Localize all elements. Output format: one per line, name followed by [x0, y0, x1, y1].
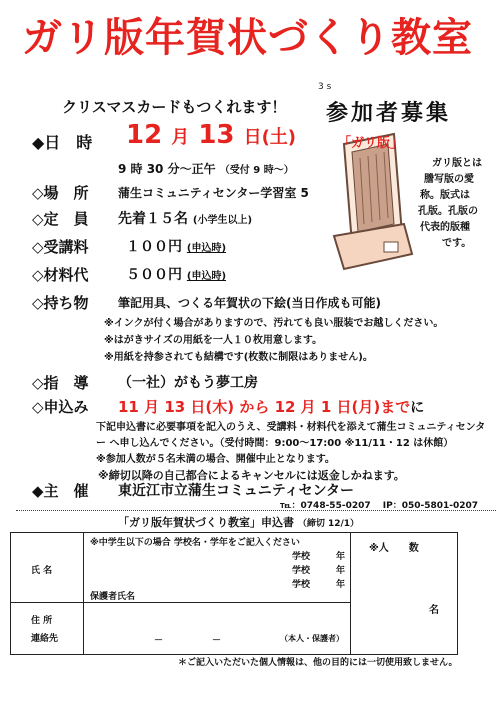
contact-numbers: ℡：0748-55-0207 IP：050-5801-0207	[280, 501, 479, 511]
address-contact-field[interactable]	[84, 603, 351, 655]
date-label: ◆日 時	[32, 133, 93, 152]
items-note-2: ※はがきサイズの用紙を一人１０枚用意します。	[104, 335, 323, 346]
page-title: ガリ版年賀状づくり教室	[22, 15, 473, 61]
guardian-label: 保護者氏名	[90, 592, 136, 602]
date-day: 13	[198, 120, 235, 150]
apply-label: ◇申込み	[32, 398, 89, 416]
material-label: ◇材料代	[32, 266, 89, 284]
items-note-1: ※インクが付く場合がありますので、汚れても良い服装でお越しください。	[104, 318, 444, 329]
date-month-unit: 月	[171, 127, 190, 148]
caption-line-6: です。	[442, 238, 472, 249]
gariban-illustration	[324, 124, 498, 274]
people-label: ※人 数	[369, 543, 419, 554]
people-unit: 名	[429, 605, 439, 616]
apply-note-3: ※参加人数が５名未満の場合、開催中止となります。	[96, 454, 335, 465]
subtitle: クリスマスカードもつくれます！	[62, 98, 287, 116]
apply-note-1: 下記申込書に必要事項を記入のうえ、受講料・材料代を添えて蒲生コミュニティセンタ	[96, 422, 486, 433]
name-label: 氏 名	[31, 566, 53, 576]
name-field[interactable]	[84, 533, 351, 603]
event-time	[118, 160, 294, 177]
caption-line-2: 謄写版の愛	[424, 174, 474, 185]
fee	[126, 236, 226, 256]
form-title-text: 「ガリ版年賀状づくり教室」申込書	[118, 516, 294, 529]
apply-period	[118, 396, 424, 417]
phone-dash-1: －	[154, 636, 164, 646]
caption-line-1: ガリ版とは	[432, 158, 482, 169]
apply-suffix: に	[410, 400, 425, 416]
capacity-label: ◇定 員	[32, 210, 89, 228]
items-note-3: ※用紙を持参されても結構です(枚数に制限はありません)。	[104, 352, 373, 363]
items-value: 筆記用具、つくる年賀状の下絵(当日作成も可能)	[118, 296, 381, 310]
recruit-heading: 参加者募集	[326, 101, 452, 126]
material-value: ５００円	[126, 267, 182, 283]
date-weekday: (土)	[261, 127, 297, 148]
fee-value: １００円	[126, 239, 182, 255]
school-label-1: 学校	[292, 552, 311, 562]
apply-note-2: ー へ申し込んでください。（受付時間：9:00～17:00 ※11/11・12 は休館）	[96, 438, 454, 449]
time-note: （受付 9 時～）	[219, 165, 294, 176]
date-day-unit: 日	[243, 127, 262, 148]
people-field[interactable]	[351, 533, 458, 655]
fee-note: (申込時)	[186, 243, 227, 254]
place-value: 蒲生コミュニティセンター学習室 5	[118, 186, 309, 200]
material-note: (申込時)	[186, 271, 227, 282]
privacy-note: ＊ご記入いただいた個人情報は、他の目的には一切使用致しません。	[178, 658, 458, 668]
items-label: ◇持ち物	[32, 294, 89, 312]
name-label-cell	[11, 533, 84, 603]
date-month: 12	[126, 120, 163, 150]
caption-line-3: 称。版式は	[420, 190, 470, 201]
cut-line	[16, 510, 496, 511]
form-deadline: （締切 12/1）	[297, 519, 360, 529]
host-label: ◆主 催	[32, 482, 89, 500]
capacity-note: (小学生以上)	[192, 215, 253, 226]
child-note: ※中学生以下の場合 学校名・学年をご記入ください	[90, 538, 300, 548]
caption-line-5: 代表的版種	[420, 222, 470, 233]
time-value: 9 時 30 分～正午	[118, 162, 216, 176]
application-form	[10, 532, 458, 655]
phone-dash-2: －	[212, 636, 222, 646]
fee-label: ◇受講料	[32, 238, 89, 256]
material	[126, 264, 226, 284]
capacity	[118, 208, 252, 228]
host-value: 東近江市立蒲生コミュニティセンター	[118, 483, 355, 499]
school-label-2: 学校	[292, 566, 311, 576]
contact-label: 連絡先	[31, 634, 59, 644]
cancel-note: ※締切以降の自己都合によるキャンセルには返金しかねます。	[98, 469, 405, 482]
instructor-value: （一社）がもう夢工房	[118, 375, 258, 391]
grade-label-3: 年	[336, 580, 346, 590]
title-number: 3 s	[318, 82, 332, 92]
contact-note: （本人・保護者）	[280, 634, 344, 643]
apply-value: 11 月 13 日(木) から 12 月 1 日(月)まで	[118, 398, 411, 416]
grade-label-1: 年	[336, 552, 346, 562]
school-label-3: 学校	[292, 580, 311, 590]
instructor-label: ◇指 導	[32, 374, 89, 392]
form-title	[118, 514, 359, 530]
caption-line-4: 孔版。孔版の	[418, 206, 478, 217]
place-label: ◇場 所	[32, 184, 89, 202]
address-label: 住 所	[31, 616, 53, 626]
event-date	[126, 120, 296, 150]
address-label-cell	[11, 603, 84, 655]
capacity-value: 先着１５名	[118, 211, 188, 227]
grade-label-2: 年	[336, 566, 346, 576]
illustration-caption-title: 「ガリ版」	[338, 136, 404, 151]
